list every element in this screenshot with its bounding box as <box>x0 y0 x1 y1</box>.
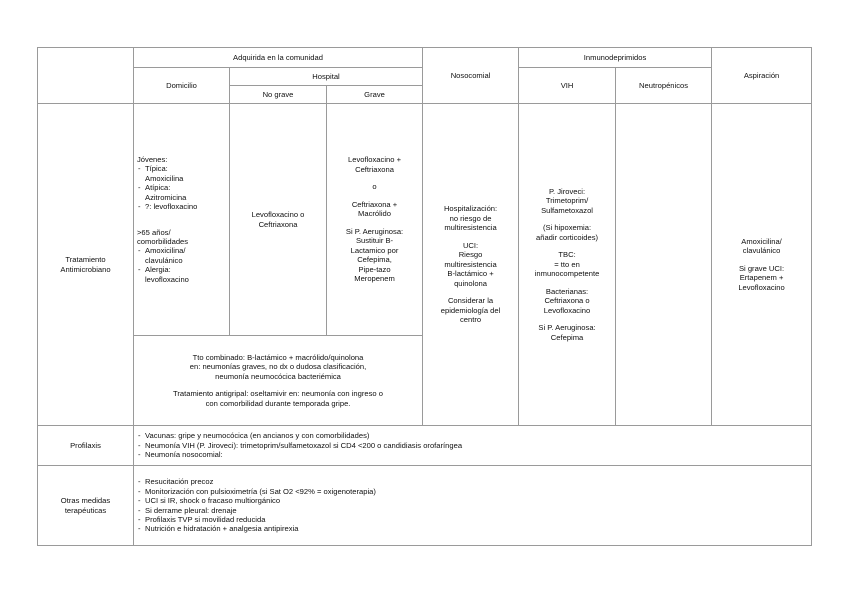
cell-aspiracion: Amoxicilina/ clavulánico Si grave UCI: Ertapenem + Levofloxacino <box>712 104 812 426</box>
mayores-list <box>137 246 226 284</box>
mayores-title: >65 años/ comorbilidades <box>137 227 189 246</box>
list-item: - Típica: Amoxicilina <box>137 164 226 183</box>
list-item: - UCI si IR, shock o fracaso multiorgánico <box>137 496 808 505</box>
header-domicilio: Domicilio <box>134 68 230 104</box>
cell-no-grave: Levofloxacino o Ceftriaxona <box>230 104 327 336</box>
row-label-tratamiento: Tratamiento Antimicrobiano <box>38 104 134 426</box>
cell-profilaxis <box>134 426 812 466</box>
header-aspiracion: Aspiración <box>712 48 812 104</box>
list-item: - ?: levofloxacino <box>137 202 226 211</box>
row-label-otras: Otras medidas terapéuticas <box>38 466 134 546</box>
cell-vih: P. Jiroveci: Trimetoprim/ Sulfametoxazol (Si hipoxemia: añadir corticoides) TBC: = tto en inmunocompetente Bacterianas: Ceftriaxona o Levofloxacino Si P. Aeruginosa: Cefepima <box>519 104 616 426</box>
header-vih: VIH <box>519 68 616 104</box>
profilaxis-list <box>137 431 808 459</box>
jovenes-title: Jóvenes: <box>137 154 168 164</box>
list-item: - Nutrición e hidratación + analgesia antipirexia <box>137 524 808 533</box>
list-item: - Neumonía nosocomial: <box>137 450 808 459</box>
cell-neutropenicos <box>616 104 712 426</box>
header-immunocompromised: Inmunodeprimidos <box>519 48 712 68</box>
jovenes-list <box>137 164 226 211</box>
treatment-table <box>37 47 812 546</box>
cell-otras <box>134 466 812 546</box>
header-neutropenicos: Neutropénicos <box>616 68 712 104</box>
list-item: - Vacunas: gripe y neumocócica (en ancianos y con comorbilidades) <box>137 431 808 440</box>
list-item: - Alergia: levofloxacino <box>137 265 226 284</box>
header-community: Adquirida en la comunidad <box>134 48 423 68</box>
cell-tto-combinado: Tto combinado: B-lactámico + macrólido/quinolona en: neumonías graves, no dx o dudosa clasificación, neumonía neumocócica bacteriémica Tratamiento antigripal: oseltamivir en: neumonía con ingreso o con comorbilidad durante temporada gripe. <box>134 336 423 426</box>
header-hospital: Hospital <box>230 68 423 86</box>
list-item: - Monitorización con pulsioximetría (si Sat O2 <92% = oxigenoterapia) <box>137 487 808 496</box>
header-no-grave: No grave <box>230 86 327 104</box>
list-item: - Profilaxis TVP si movilidad reducida <box>137 515 808 524</box>
header-grave: Grave <box>327 86 423 104</box>
list-item: - Resucitación precoz <box>137 477 808 486</box>
cell-domicilio <box>134 104 230 336</box>
list-item: - Amoxicilina/ clavulánico <box>137 246 226 265</box>
otras-list <box>137 477 808 534</box>
list-item: - Si derrame pleural: drenaje <box>137 506 808 515</box>
row-label-profilaxis: Profilaxis <box>38 426 134 466</box>
header-nosocomial: Nosocomial <box>423 48 519 104</box>
cell-nosocomial: Hospitalización: no riesgo de multiresistencia UCI: Riesgo multiresistencia B-lactámico + quinolona Considerar la epidemiología del centro <box>423 104 519 426</box>
cell-grave: Levofloxacino + Ceftriaxona o Ceftriaxona + Macrólido Si P. Aeruginosa: Sustituir B- Lactamico por Cefepima, Pipe-tazo Meropenem <box>327 104 423 336</box>
corner-cell <box>38 48 134 104</box>
list-item: - Neumonía VIH (P. Jiroveci): trimetoprim/sulfametoxazol si CD4 <200 o candidiasis orofaríngea <box>137 441 808 450</box>
list-item: - Atípica: Azitromicina <box>137 183 226 202</box>
